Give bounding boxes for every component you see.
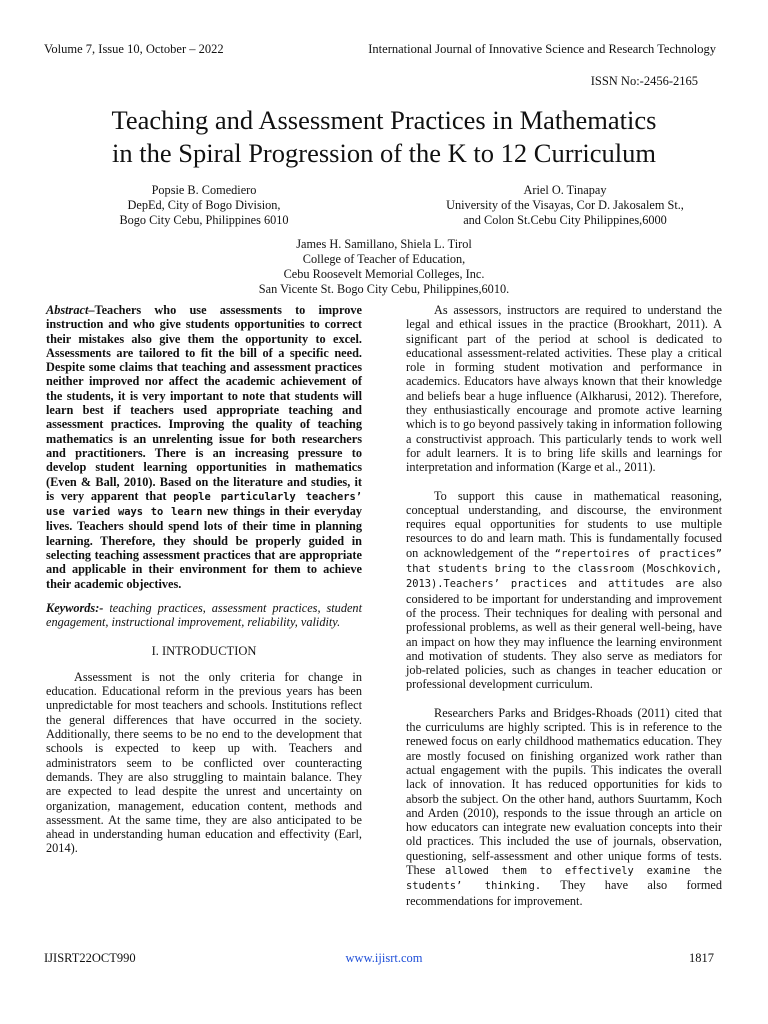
right-column [406,303,722,908]
author-affiliation: College of Teacher of Education, [302,252,466,266]
footer-article-id: IJISRT22OCT990 [44,951,136,965]
paragraph-text: Researchers Parks and Bridges-Rhoads (2011) cited that the curriculums are highly scripted. This is in reference to the renewed focus on early childhood mathematics education. They are mostly focused on finishing organized work rather than actual engagement with the pupils. This indicates the overall lack of innovation. It has reduced opportunities for kids to absorb the subject. On the other hand, authors Suurtamm, Koch and Arden (2010), responds to the issue through an article on how educators can integrate new evaluation concepts into their old practices. This included the use of journals, observation, questioning, self-assessment and other unique forms of tests. These [406,705,722,877]
paragraph-text-mono: allowed them to effectively examine the students’ thinking. [406,864,722,893]
keywords-paragraph [46,601,362,630]
author-affiliation: University of the Visayas, Cor D. Jakosalem St., [446,198,684,212]
abstract-text-mono: people particularly teachers’ use varied ways to learn [46,490,363,519]
paragraph-text-end: also considered to be important for understanding and improvement of the process. Their techniques for dealing with personal and professional problems, as well as their general well-being, have an impact on how they may influence the learning environment and motivation of students. They also serve as mediators for job-related policies, such as changes in teacher education or professional development curriculum. [406,576,723,692]
author-address: Bogo City Cebu, Philippines 6010 [119,213,289,227]
paragraph-text: To support this cause in mathematical reasoning, conceptual understanding, and discourse, the environment requires equal opportunities for students to use multiple resources to do and learn math. This is fundamentally focused on acknowledgement of the [406,488,722,560]
title-line-2: in the Spiral Progression of the K to 12 Curriculum [112,138,656,168]
abstract-text: –Teachers who use assessments to improve instruction and who give students opportunities to correct their mistakes also give them the opportunity to excel. Assessments are tailored to fit the bill of a specific need. Despite some claims that teaching and assessment practices neither improved nor affect the academic achievement of the students, it is very important to note that students will learn best if teachers used appropriate teaching and assessment practices. Improving the quality of teaching mathematics is an unrelenting issue for both researchers and practitioners. There is an increasing pressure to develop student learning opportunities in mathematics (Even & Ball, 2010). Based on the literature and studies, it is very apparent that [46,303,362,503]
abstract-text-end: new things in their everyday lives. Teachers should spend lots of their time in planning learning. Therefore, they should be properly guided in selecting teaching assessment practices that are appropriate and applicable in their environment for them to achieve their academic objectives. [46,504,362,591]
body-paragraph-3 [406,706,722,908]
left-column [46,303,362,856]
abstract-label: Abstract [46,303,89,317]
author-name: Ariel O. Tinapay [523,183,607,197]
title-line-1: Teaching and Assessment Practices in Mathematics [111,105,657,135]
author-block-1 [84,183,324,228]
header-volume: Volume 7, Issue 10, October – 2022 [44,42,224,56]
author-block-2 [420,183,710,228]
header-journal-name: International Journal of Innovative Science and Research Technology [368,42,716,56]
author-block-3 [214,237,554,297]
footer-page-number: 1817 [689,951,714,965]
author-affiliation: DepEd, City of Bogo Division, [127,198,281,212]
body-paragraph-2 [406,489,722,692]
intro-paragraph: Assessment is not the only criteria for change in education. Educational reform in the previous years has been unpredictable for most teachers and schools. Institutions reflect the general differences that have occurred in the society. Additionally, there seems to be no end to the development that schools is expected to keep up with. Teachers and administrators seem to be conflicted over counteracting demands. They are also struggling to maintain balance. They are expected to lead despite the unrest and uncertainty on organization, management, education content, methods and assessment. At the same time, they are also anticipated to be ahead in understanding human education and effectivity (Earl, 2014). [46,669,362,856]
paragraph-text-end: They have also formed recommendations for improvement. [406,878,722,908]
keywords-label: Keywords:- [46,600,104,615]
paragraph-text-mono: “repertoires of practices” that students bring to the classroom (Moschkovich, 2013).Teachers’ practices and attitudes are [406,547,723,591]
keywords-text: teaching practices, assessment practices, student engagement, instructional improvement, reliability, validity. [46,600,362,630]
footer-website-link[interactable]: www.ijisrt.com [345,951,423,965]
paper-title [30,104,738,170]
header-issn: ISSN No:-2456-2165 [590,74,698,88]
author-address: and Colon St.Cebu City Philippines,6000 [463,213,667,227]
body-paragraph-1: As assessors, instructors are required to understand the legal and ethical issues in the practice (Brookhart, 2011). A significant part of the period at school is dedicated to educational assessment-related activities. These play a critical role in forming student motivation and performance in academics. Educators have always known that their knowledge and beliefs bear a huge influence (Alkharusi, 2012). Therefore, they enthusiastically encourage and promote active learning which is to go beyond passively taking in information following a constructivist approach. This particularly tends to work well for adult learners. It is to bring life skills and learnings for interpretation and information (Karge et al., 2011). [406,303,722,475]
author-institution: Cebu Roosevelt Memorial Colleges, Inc. [283,267,485,281]
author-name: James H. Samillano, Shiela L. Tirol [296,237,472,251]
section-heading-introduction: I. INTRODUCTION [151,643,257,658]
author-name: Popsie B. Comediero [151,183,257,197]
abstract-paragraph [46,303,362,591]
author-address: San Vicente St. Bogo City Cebu, Philippines,6010. [258,282,510,296]
